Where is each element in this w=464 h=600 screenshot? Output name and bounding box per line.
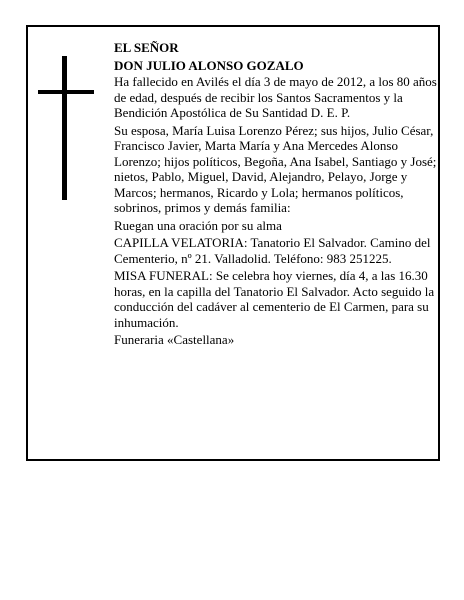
notice-text: [114, 40, 438, 350]
funeral-mass-info: MISA FUNERAL: Se celebra hoy viernes, día 4, a las 16.30 horas, en la capilla del Tanatorio El Salvador. Acto seguido la conducción del cadáver al cementerio de El Carmen, para su inhumación.: [114, 268, 435, 330]
deceased-title: EL SEÑOR: [114, 40, 179, 55]
latin-cross-icon: [38, 56, 94, 200]
death-announcement: Ha fallecido en Avilés el día 3 de mayo de 2012, a los 80 años de edad, después de recibir los Santos Sacramentos y la Bendición Apostólica de Su Santidad D. E. P.: [114, 74, 437, 120]
family-list: Su esposa, María Luisa Lorenzo Pérez; sus hijos, Julio César, Francisco Javier, Marta María y Ana Mercedes Alonso Lorenzo; hijos políticos, Begoña, Ana Isabel, Santiago y José; nietos, Pablo, Miguel, David, Alejandro, Pelayo, Jorge y Marcos; hermanos, Ricardo y Lola; hermanos políticos, sobrinos, primos y demás familia:: [114, 122, 437, 215]
cross-vertical-bar: [62, 56, 67, 200]
deceased-name: DON JULIO ALONSO GOZALO: [114, 57, 304, 73]
obituary-notice: [26, 25, 440, 461]
cross-horizontal-bar: [38, 90, 94, 94]
wake-info: CAPILLA VELATORIA: Tanatorio El Salvador. Camino del Cementerio, nº 21. Valladolid. Teléfono: 983 251225.: [114, 235, 431, 266]
prayer-request: Ruegan una oración por su alma: [114, 217, 282, 233]
funeral-home: Funeraria «Castellana»: [114, 332, 235, 347]
